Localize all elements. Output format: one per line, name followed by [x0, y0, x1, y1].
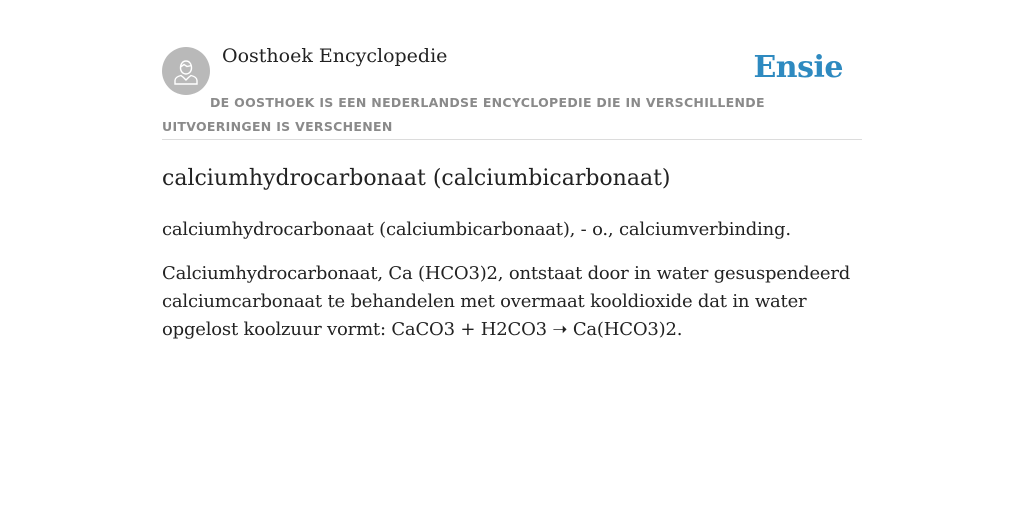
article-title: calciumhydrocarbonaat (calciumbicarbonaat)	[162, 166, 671, 191]
article-paragraph: calciumhydrocarbonaat (calciumbicarbonaat), - o., calciumverbinding.	[162, 219, 791, 240]
article-paragraph: Calciumhydrocarbonaat, Ca (HCO3)2, ontstaat door in water gesuspendeerd calciumcarbonaat te behandelen met overmaat kooldioxide dat in water opgelost koolzuur vormt: CaCO3 + H2CO3 ➝ Ca(HCO3)2.	[162, 263, 851, 340]
user-avatar-icon[interactable]	[162, 47, 210, 95]
source-name[interactable]: Oosthoek Encyclopedie	[222, 45, 448, 67]
brand-logo[interactable]: Ensie	[753, 50, 843, 85]
article-content	[162, 140, 862, 344]
source-tagline: DE OOSTHOEK IS EEN NEDERLANDSE ENCYCLOPEDIE DIE IN VERSCHILLENDE UITVOERINGEN IS VERSCHENEN	[162, 95, 765, 134]
source-header	[162, 36, 862, 140]
article-card	[162, 36, 862, 360]
